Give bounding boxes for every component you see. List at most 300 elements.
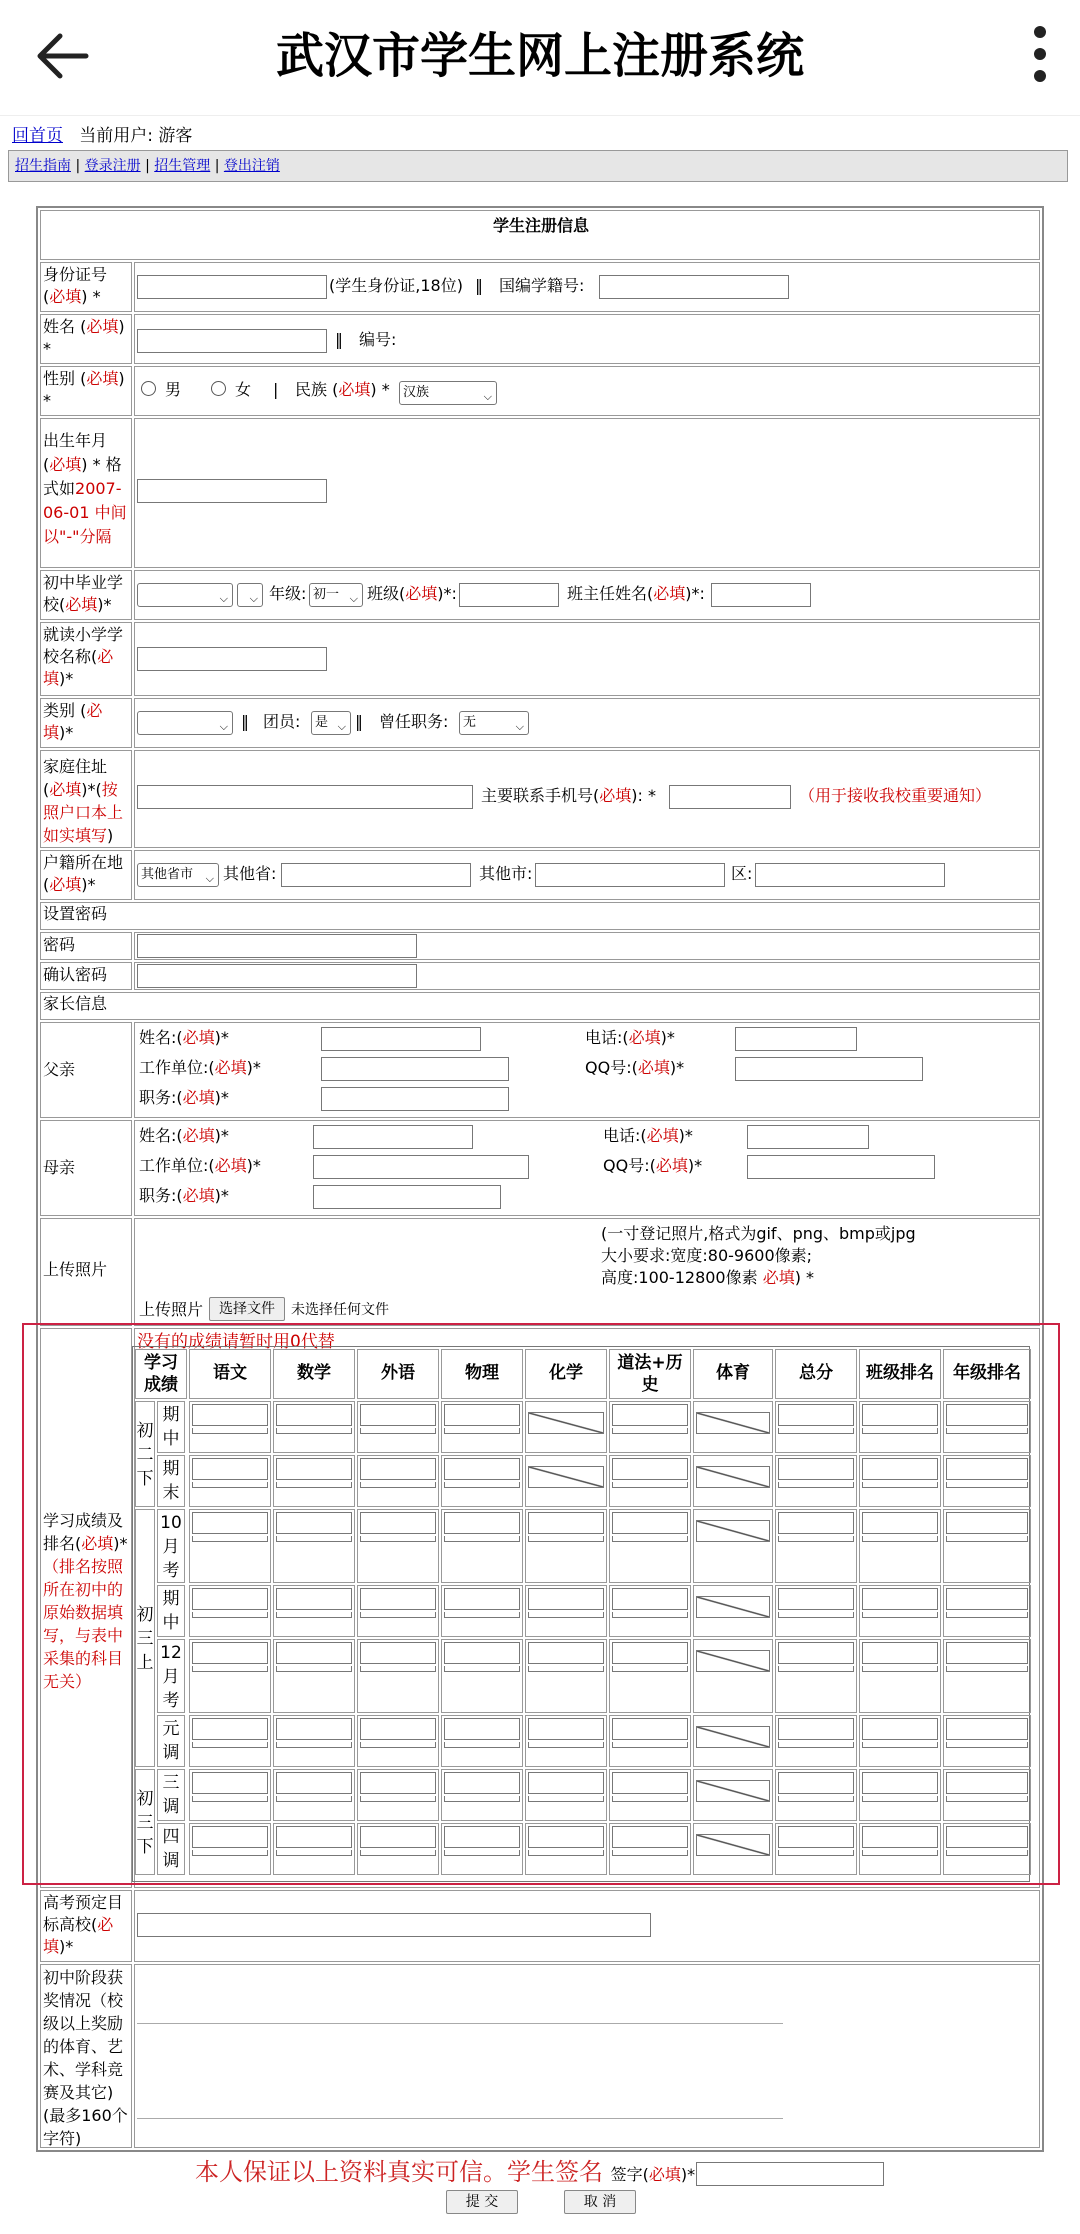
grade-input[interactable] — [612, 1772, 688, 1794]
grade-input[interactable] — [360, 1826, 436, 1848]
grades-cell — [357, 1455, 439, 1507]
row-birth: 出生年月 (必填) * 格式如2007-06-01 中间以"-"分隔 — [40, 418, 1040, 568]
grade-input[interactable] — [276, 1718, 352, 1740]
pledge-line: 本人保证以上资料真实可信。学生签名 签字(必填)* — [195, 2158, 696, 2186]
grades-cell — [273, 1401, 355, 1453]
grade-input-shadow — [276, 1428, 352, 1434]
grade-input[interactable] — [444, 1826, 520, 1848]
grades-cell — [693, 1509, 773, 1583]
father-qq-input[interactable] — [735, 1057, 923, 1081]
grade-input[interactable] — [778, 1826, 854, 1848]
grades-cell — [357, 1823, 439, 1875]
grades-cell — [273, 1585, 355, 1637]
grade-input[interactable] — [444, 1718, 520, 1740]
grade-input-shadow — [612, 1482, 688, 1488]
grades-cell — [775, 1715, 857, 1767]
grade-input-shadow — [946, 1482, 1028, 1488]
grade-input-shadow — [862, 1850, 938, 1856]
grade-input[interactable] — [946, 1458, 1028, 1480]
grade-input-shadow — [528, 1796, 604, 1802]
grade-input[interactable] — [946, 1642, 1028, 1664]
grades-cell — [609, 1509, 691, 1583]
grades-cell — [189, 1509, 271, 1583]
grades-cell — [859, 1823, 941, 1875]
grades-cell — [859, 1509, 941, 1583]
grade-input-shadow — [528, 1850, 604, 1856]
grades-cell — [441, 1455, 523, 1507]
grade-input-shadow — [862, 1612, 938, 1618]
address-input[interactable] — [137, 785, 473, 809]
row-confirm: 确认密码 — [40, 962, 1040, 990]
nav-login[interactable]: 登录注册 — [84, 158, 141, 174]
grade-input[interactable] — [612, 1512, 688, 1534]
grades-cell — [609, 1823, 691, 1875]
grade-input[interactable] — [946, 1588, 1028, 1610]
grades-cell — [441, 1509, 523, 1583]
zero-note: 没有的成绩请暂时用0代替 — [137, 1332, 335, 1352]
grades-cell — [859, 1639, 941, 1713]
grades-cell — [693, 1585, 773, 1637]
more-vert-icon[interactable] — [1026, 24, 1054, 84]
grades-cell — [943, 1455, 1031, 1507]
grade-input[interactable] — [444, 1404, 520, 1426]
grade-input[interactable] — [360, 1588, 436, 1610]
grade-input[interactable] — [444, 1588, 520, 1610]
grades-cell — [943, 1639, 1031, 1713]
grade-input-shadow — [528, 1666, 604, 1672]
grade-input-shadow — [946, 1796, 1028, 1802]
mother-work-input[interactable] — [313, 1155, 529, 1179]
grade-input-shadow — [778, 1482, 854, 1488]
grades-cell — [693, 1823, 773, 1875]
grade-input[interactable] — [862, 1404, 938, 1426]
grades-cell — [775, 1585, 857, 1637]
grade-input-shadow — [360, 1612, 436, 1618]
grade-input-shadow — [192, 1612, 268, 1618]
grades-cell — [189, 1715, 271, 1767]
grades-term-label: 初二下 — [135, 1401, 155, 1507]
grades-cell — [693, 1715, 773, 1767]
grade-input-shadow — [946, 1536, 1028, 1542]
grades-cell — [525, 1455, 607, 1507]
cancel-button[interactable]: 取 消 — [564, 2190, 636, 2214]
grades-cell — [609, 1585, 691, 1637]
grade-input-shadow — [862, 1796, 938, 1802]
grades-exam-label: 期中 — [157, 1401, 185, 1453]
other-province-input[interactable] — [281, 863, 471, 887]
grades-cell — [273, 1639, 355, 1713]
grade-input-shadow — [192, 1482, 268, 1488]
grades-col-header: 外语 — [357, 1349, 439, 1399]
id-input[interactable] — [137, 275, 327, 299]
grade-input[interactable] — [946, 1512, 1028, 1534]
grade-input-shadow — [276, 1742, 352, 1748]
row-father: 父亲 姓名:(必填)* 电话:(必填)* 工作单位:(必填)* QQ号:(必填)* 职务:(必填)* — [40, 1022, 1040, 1118]
grade-input-shadow — [444, 1612, 520, 1618]
form-title: 学生注册信息 — [40, 210, 1040, 260]
grades-cell — [609, 1455, 691, 1507]
grades-cell — [775, 1401, 857, 1453]
grades-col-header: 化学 — [525, 1349, 607, 1399]
grade-input[interactable] — [360, 1718, 436, 1740]
grades-cell — [441, 1585, 523, 1637]
password-section: 设置密码 — [40, 902, 1040, 930]
grades-cell — [189, 1823, 271, 1875]
category-select[interactable]: ⌵ — [137, 711, 233, 735]
grades-cell — [943, 1585, 1031, 1637]
mother-qq-input[interactable] — [747, 1155, 935, 1179]
grade-input[interactable] — [276, 1772, 352, 1794]
grade-input-shadow — [444, 1428, 520, 1434]
signature-input[interactable] — [696, 2162, 884, 2186]
grades-col-header: 年级排名 — [943, 1349, 1031, 1399]
grade-input[interactable] — [276, 1642, 352, 1664]
grade-input-shadow — [360, 1482, 436, 1488]
grade-input-shadow — [528, 1612, 604, 1618]
grade-input[interactable] — [192, 1826, 268, 1848]
grades-cell — [525, 1715, 607, 1767]
mother-name-input[interactable] — [313, 1125, 473, 1149]
grade-input-shadow — [862, 1742, 938, 1748]
grade-input-shadow — [528, 1742, 604, 1748]
grade-input-shadow — [778, 1850, 854, 1856]
grade-input[interactable] — [612, 1826, 688, 1848]
grades-cell — [859, 1769, 941, 1821]
grades-cell — [273, 1823, 355, 1875]
father-duty-input[interactable] — [321, 1087, 509, 1111]
grades-cell — [357, 1401, 439, 1453]
grades-cell — [441, 1769, 523, 1821]
row-password: 密码 — [40, 932, 1040, 960]
grades-cell — [525, 1769, 607, 1821]
grades-cell — [273, 1715, 355, 1767]
grade-input-disabled — [696, 1834, 770, 1856]
grade-input[interactable] — [862, 1772, 938, 1794]
grade-input[interactable] — [862, 1588, 938, 1610]
grades-cell — [273, 1769, 355, 1821]
grade-input[interactable] — [276, 1512, 352, 1534]
grade-input[interactable] — [192, 1588, 268, 1610]
grades-cell — [693, 1401, 773, 1453]
grade-input[interactable] — [276, 1826, 352, 1848]
grade-input-shadow — [444, 1482, 520, 1488]
grade-input-shadow — [612, 1666, 688, 1672]
row-awards: 初中阶段获奖情况（校级以上奖励的体育、艺术、学科竞赛及其它)(最多160个字符) — [40, 1964, 1040, 2148]
grades-term-label: 初三下 — [135, 1769, 155, 1875]
grades-cell — [693, 1769, 773, 1821]
grade-input[interactable] — [360, 1772, 436, 1794]
grades-cell — [525, 1401, 607, 1453]
grade-input-shadow — [276, 1612, 352, 1618]
submit-button[interactable]: 提 交 — [446, 2190, 518, 2214]
grade-input-shadow — [360, 1666, 436, 1672]
nav-logout[interactable]: 登出注销 — [223, 158, 280, 174]
grade-input-disabled — [696, 1780, 770, 1802]
grades-cell — [357, 1769, 439, 1821]
grade-input[interactable] — [276, 1588, 352, 1610]
grade-input[interactable] — [192, 1512, 268, 1534]
row-name: 姓名 (必填) * ‖ 编号: — [40, 314, 1040, 364]
grade-input-shadow — [276, 1850, 352, 1856]
grade-input-shadow — [360, 1742, 436, 1748]
grade-input[interactable] — [192, 1772, 268, 1794]
grade-input[interactable] — [360, 1458, 436, 1480]
grade-input[interactable] — [612, 1718, 688, 1740]
app-title: 武汉市学生网上注册系统 — [275, 28, 804, 84]
row-address: 家庭住址(必填)*(按照户口本上如实填写) 主要联系手机号(必填): * （用于接收我校重要通知） — [40, 750, 1040, 848]
grade-input-shadow — [360, 1536, 436, 1542]
grade-input[interactable] — [444, 1512, 520, 1534]
class-input[interactable] — [459, 583, 559, 607]
grade-input-disabled — [696, 1650, 770, 1672]
current-user: 当前用户: 游客 — [79, 126, 193, 146]
grade-input[interactable] — [946, 1772, 1028, 1794]
grades-exam-label: 期末 — [157, 1455, 185, 1507]
grade-input-shadow — [360, 1850, 436, 1856]
grade-input-shadow — [612, 1612, 688, 1618]
mother-phone-input[interactable] — [747, 1125, 869, 1149]
grades-cell — [189, 1455, 271, 1507]
confirm-password-input[interactable] — [137, 964, 417, 988]
father-name-input[interactable] — [321, 1027, 481, 1051]
grade-input[interactable] — [360, 1404, 436, 1426]
grades-cell — [609, 1715, 691, 1767]
mother-duty-input[interactable] — [313, 1185, 501, 1209]
grade-input-shadow — [444, 1796, 520, 1802]
grade-input-shadow — [778, 1742, 854, 1748]
grade-input[interactable] — [946, 1826, 1028, 1848]
grades-cell — [693, 1639, 773, 1713]
teacher-input[interactable] — [711, 583, 811, 607]
grades-corner: 学习成绩 — [135, 1349, 187, 1399]
grades-exam-label: 四调 — [157, 1823, 185, 1875]
grades-cell — [859, 1585, 941, 1637]
other-city-input[interactable] — [535, 863, 725, 887]
grade-input-disabled — [696, 1466, 770, 1488]
grade-input[interactable] — [862, 1458, 938, 1480]
grades-cell — [775, 1639, 857, 1713]
grades-cell — [693, 1455, 773, 1507]
grade-input-shadow — [862, 1666, 938, 1672]
school-select[interactable]: ⌵ — [237, 583, 263, 607]
grades-col-header: 物理 — [441, 1349, 523, 1399]
grade-input-shadow — [276, 1666, 352, 1672]
grade-input[interactable] — [612, 1404, 688, 1426]
grade-input[interactable] — [862, 1512, 938, 1534]
grade-input-shadow — [862, 1536, 938, 1542]
choose-file-button[interactable]: 选择文件 — [209, 1297, 285, 1321]
grade-input-shadow — [862, 1428, 938, 1434]
grades-cell — [775, 1509, 857, 1583]
grades-cell — [609, 1401, 691, 1453]
grade-input[interactable] — [946, 1718, 1028, 1740]
grades-cell — [189, 1769, 271, 1821]
grade-input[interactable] — [946, 1404, 1028, 1426]
user-bar — [12, 124, 192, 148]
national-student-id-input[interactable] — [599, 275, 789, 299]
name-input[interactable] — [137, 329, 327, 353]
grade-input-shadow — [360, 1796, 436, 1802]
grade-input-shadow — [276, 1536, 352, 1542]
grades-cell — [357, 1585, 439, 1637]
grade-input[interactable] — [862, 1642, 938, 1664]
grade-input[interactable] — [528, 1512, 604, 1534]
grade-input[interactable] — [778, 1718, 854, 1740]
grade-input-shadow — [612, 1742, 688, 1748]
grade-input-shadow — [946, 1666, 1028, 1672]
grades-cell — [273, 1509, 355, 1583]
grade-input-shadow — [192, 1796, 268, 1802]
grades-cell — [525, 1639, 607, 1713]
row-grades: 学习成绩及排名(必填)*（排名按照所在初中的原始数据填写，与表中采集的科目无关） 没有的成绩请暂时用0代替 — [40, 1328, 1040, 1888]
grade-input-shadow — [444, 1666, 520, 1672]
grades-cell — [441, 1823, 523, 1875]
grades-cell — [189, 1585, 271, 1637]
grades-cell — [859, 1401, 941, 1453]
home-link[interactable]: 回首页 — [12, 126, 63, 146]
grade-input[interactable] — [528, 1642, 604, 1664]
row-id: 身份证号 (必填) * (学生身份证,18位) ‖ 国编学籍号: — [40, 262, 1040, 312]
grades-cell — [189, 1639, 271, 1713]
grade-input[interactable] — [528, 1826, 604, 1848]
birth-input[interactable] — [137, 479, 327, 503]
row-target: 高考预定目标高校(必填)* — [40, 1890, 1040, 1962]
row-category: 类别 (必填)* ⌵ ‖ 团员: 是 ⌵ ‖ 曾任职务: 无 ⌵ — [40, 698, 1040, 748]
row-mother: 母亲 姓名:(必填)* 电话:(必填)* 工作单位:(必填)* QQ号:(必填)* 职务:(必填)* — [40, 1120, 1040, 1216]
grades-exam-label: 三调 — [157, 1769, 185, 1821]
grade-input-disabled — [696, 1520, 770, 1542]
grade-input-shadow — [778, 1536, 854, 1542]
grade-input[interactable] — [862, 1826, 938, 1848]
grade-input[interactable] — [528, 1718, 604, 1740]
grades-col-header: 总分 — [775, 1349, 857, 1399]
grade-input[interactable] — [778, 1772, 854, 1794]
grade-input[interactable] — [444, 1458, 520, 1480]
grades-cell — [441, 1715, 523, 1767]
primary-school-input[interactable] — [137, 647, 327, 671]
grades-cell — [441, 1401, 523, 1453]
grades-cell — [189, 1401, 271, 1453]
grade-input-shadow — [778, 1666, 854, 1672]
grade-input[interactable] — [778, 1458, 854, 1480]
grade-input-shadow — [612, 1850, 688, 1856]
grades-cell — [775, 1823, 857, 1875]
school-district-select[interactable]: ⌵ — [137, 583, 233, 607]
row-primary: 就读小学学校名称(必填)* — [40, 622, 1040, 696]
grade-input[interactable] — [778, 1512, 854, 1534]
grade-input[interactable] — [192, 1458, 268, 1480]
grades-cell — [357, 1639, 439, 1713]
grades-cell — [273, 1455, 355, 1507]
grade-input[interactable] — [192, 1642, 268, 1664]
grade-input-shadow — [528, 1536, 604, 1542]
grade-input-shadow — [612, 1428, 688, 1434]
grade-input[interactable] — [528, 1772, 604, 1794]
grades-cell — [943, 1769, 1031, 1821]
grade-input-shadow — [192, 1742, 268, 1748]
row-school: 初中毕业学校(必填)* ⌵ ⌵ 年级: 初一 ⌵ 班级(必填)*: 班主任姓名(必填)*: — [40, 570, 1040, 620]
grade-input-shadow — [946, 1742, 1028, 1748]
league-select[interactable]: 是 ⌵ — [311, 711, 351, 735]
grade-input-shadow — [276, 1482, 352, 1488]
grade-input-shadow — [778, 1796, 854, 1802]
grades-cell — [943, 1509, 1031, 1583]
grade-input[interactable] — [192, 1404, 268, 1426]
hukou-select[interactable]: 其他省市 ⌵ — [137, 863, 219, 887]
grade-input-shadow — [444, 1850, 520, 1856]
grades-col-header: 数学 — [273, 1349, 355, 1399]
duty-select[interactable]: 无 ⌵ — [459, 711, 529, 735]
grade-input-shadow — [862, 1482, 938, 1488]
grade-input[interactable] — [612, 1588, 688, 1610]
grades-col-header: 体育 — [693, 1349, 773, 1399]
grade-input[interactable] — [444, 1642, 520, 1664]
awards-textarea[interactable] — [137, 2023, 783, 2119]
nav-admin[interactable]: 招生管理 — [154, 158, 211, 174]
grades-cell — [525, 1509, 607, 1583]
grade-input-shadow — [612, 1536, 688, 1542]
female-radio[interactable] — [211, 381, 226, 396]
grade-input[interactable] — [276, 1404, 352, 1426]
grades-col-header: 语文 — [189, 1349, 271, 1399]
grade-input-shadow — [444, 1536, 520, 1542]
grade-input[interactable] — [276, 1458, 352, 1480]
phone-input[interactable] — [669, 785, 791, 809]
grade-input[interactable] — [778, 1588, 854, 1610]
father-phone-input[interactable] — [735, 1027, 857, 1051]
grade-input[interactable] — [612, 1642, 688, 1664]
row-hukou: 户籍所在地(必填)* 其他省市 ⌵ 其他省: 其他市: 区: — [40, 850, 1040, 900]
grade-input[interactable] — [528, 1588, 604, 1610]
grade-input[interactable] — [360, 1512, 436, 1534]
male-radio[interactable] — [141, 381, 156, 396]
grades-cell — [441, 1639, 523, 1713]
grade-input[interactable] — [612, 1458, 688, 1480]
grades-cell — [943, 1715, 1031, 1767]
grades-col-header: 道法+历史 — [609, 1349, 691, 1399]
grades-cell — [775, 1769, 857, 1821]
grade-input[interactable] — [862, 1718, 938, 1740]
grades-cell — [357, 1509, 439, 1583]
grade-input-disabled — [528, 1412, 604, 1434]
grade-input[interactable] — [444, 1772, 520, 1794]
father-work-input[interactable] — [321, 1057, 509, 1081]
row-photo: 上传照片 (一寸登记照片,格式为gif、png、bmp或jpg 大小要求:宽度:80-9600像素; 高度:100-12800像素 必填) * 上传照片 选择文件 未选择任何文件 — [40, 1218, 1040, 1326]
nav-bar: 招生指南 | 登录注册 | 招生管理 | 登出注销 — [8, 150, 1068, 182]
nav-guide[interactable]: 招生指南 — [15, 158, 71, 174]
grades-exam-label: 期中 — [157, 1585, 185, 1637]
grade-input-shadow — [778, 1612, 854, 1618]
grade-input[interactable] — [360, 1642, 436, 1664]
grade-input[interactable] — [778, 1642, 854, 1664]
parents-section: 家长信息 — [40, 992, 1040, 1020]
password-input[interactable] — [137, 934, 417, 958]
grade-select[interactable]: 初一 ⌵ — [309, 583, 363, 607]
district-input[interactable] — [755, 863, 945, 887]
grade-input[interactable] — [192, 1718, 268, 1740]
grade-input-shadow — [360, 1428, 436, 1434]
grades-cell — [357, 1715, 439, 1767]
grades-cell — [775, 1455, 857, 1507]
grade-input-shadow — [276, 1796, 352, 1802]
grade-input[interactable] — [778, 1404, 854, 1426]
target-university-input[interactable] — [137, 1913, 651, 1937]
grade-input-disabled — [696, 1726, 770, 1748]
grade-input-disabled — [696, 1596, 770, 1618]
grade-input-shadow — [946, 1428, 1028, 1434]
ethnic-select[interactable]: 汉族 ⌵ — [399, 381, 497, 405]
grades-cell — [609, 1639, 691, 1713]
